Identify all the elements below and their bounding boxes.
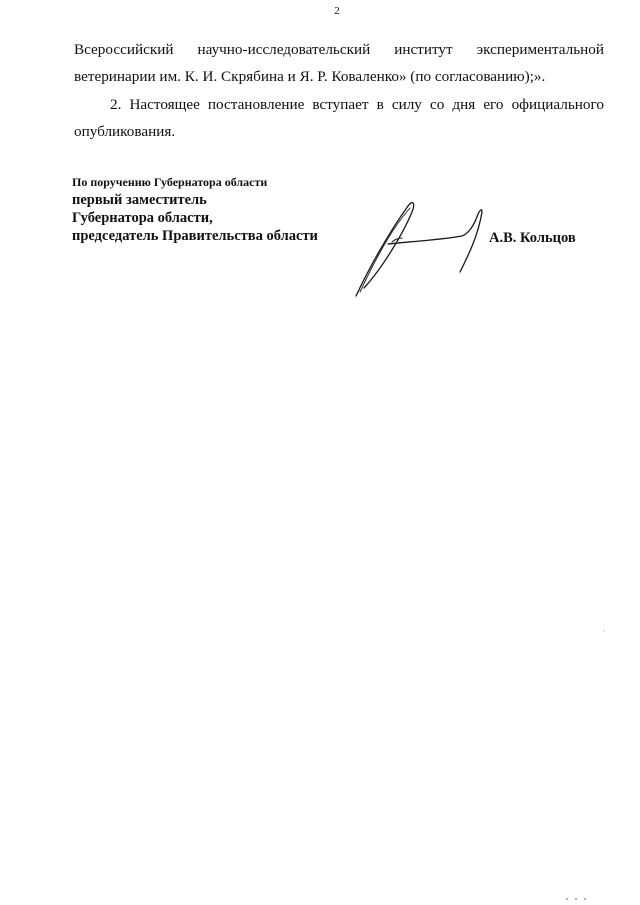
word: Настоящее xyxy=(129,96,200,113)
word: со xyxy=(429,96,445,113)
paragraph-line xyxy=(74,36,604,63)
on-behalf-note: По поручению Губернатора области xyxy=(72,175,268,189)
signatory-name: А.В. Кольцов xyxy=(489,230,576,246)
word: экспериментальной xyxy=(476,41,604,58)
paragraph-line: ветеринарии им. К. И. Скрябина и Я. Р. Коваленко» (по согласованию);». xyxy=(74,68,546,85)
word: 2. xyxy=(110,96,122,113)
word: Всероссийский xyxy=(74,41,174,58)
scan-speck xyxy=(575,898,577,900)
paragraph-effective-date xyxy=(74,91,604,145)
word: в xyxy=(376,96,384,113)
handwritten-signature xyxy=(350,196,490,300)
word: дня xyxy=(452,96,476,113)
paragraph-continuation xyxy=(74,36,604,90)
word: постановление xyxy=(207,96,305,113)
scan-speck xyxy=(604,631,605,632)
page-number: 2 xyxy=(334,5,340,17)
scan-speck xyxy=(584,898,586,900)
word: институт xyxy=(394,41,453,58)
signatory-title-line: первый заместитель xyxy=(72,192,207,208)
word: силу xyxy=(391,96,422,113)
word: официального xyxy=(511,96,604,113)
signatory-title-line: председатель Правительства области xyxy=(72,228,318,244)
word: вступает xyxy=(312,96,369,113)
scan-speck xyxy=(566,898,568,900)
paragraph-line xyxy=(74,91,604,118)
word: его xyxy=(483,96,504,113)
signatory-title-line: Губернатора области, xyxy=(72,210,213,226)
paragraph-line: опубликования. xyxy=(74,123,176,140)
signatory-title-block xyxy=(72,174,318,245)
word: научно-исследовательский xyxy=(197,41,371,58)
